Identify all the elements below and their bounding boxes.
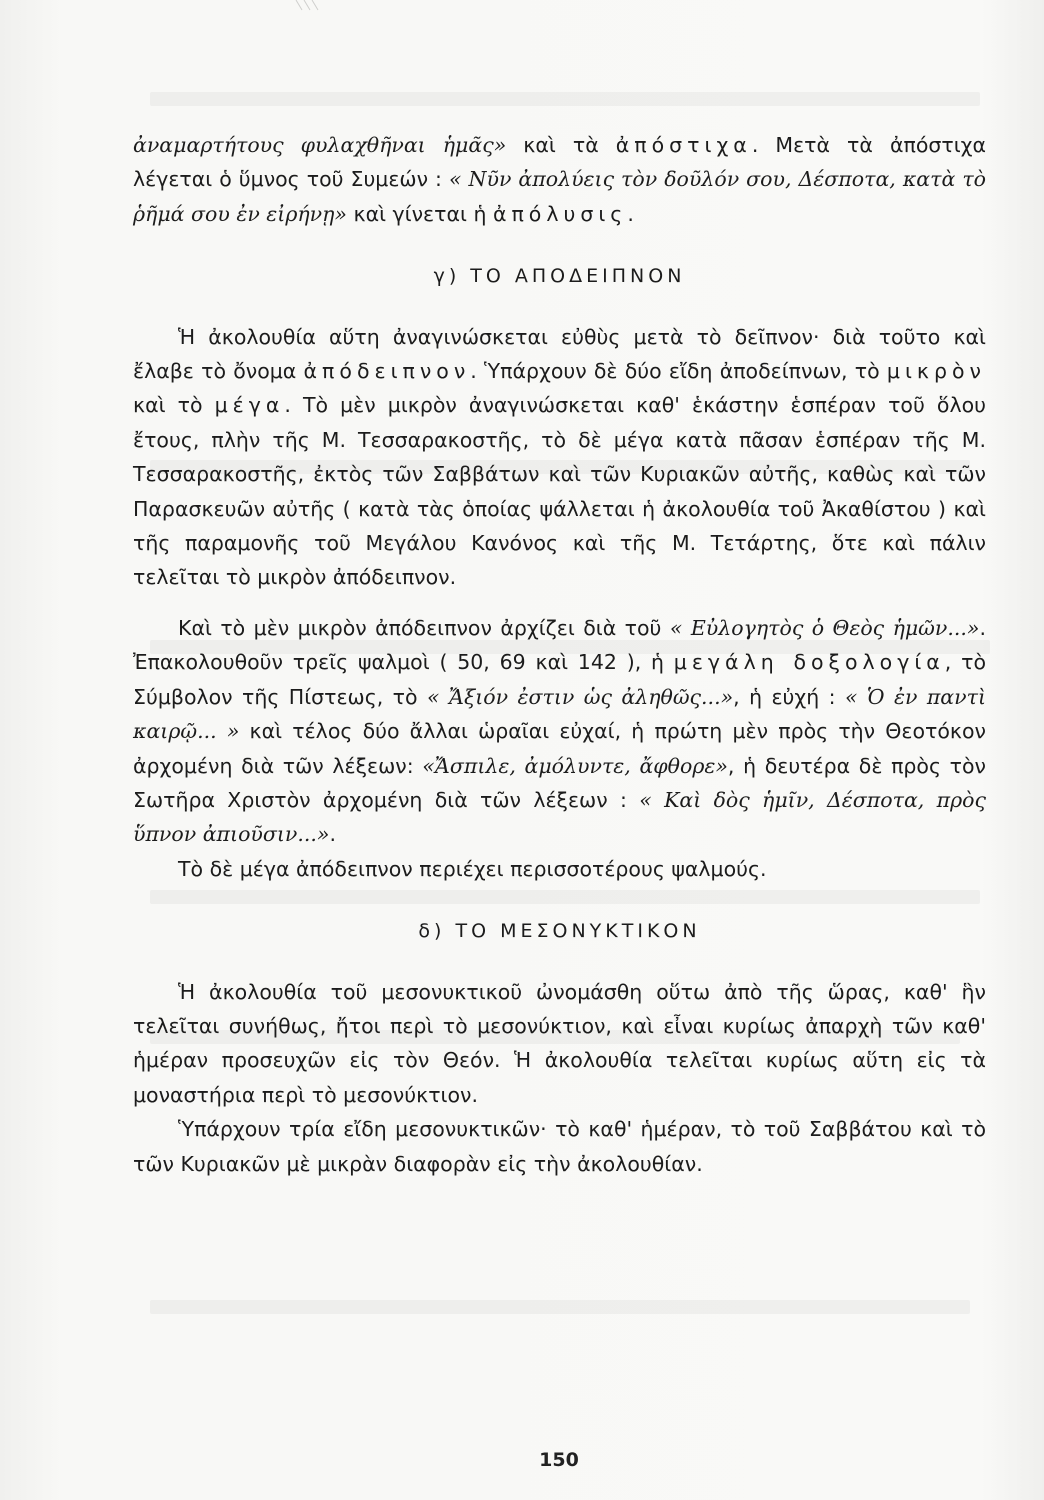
- text-run: , ἡ εὐχή :: [733, 684, 845, 709]
- text-run: .: [329, 822, 336, 847]
- scan-mark: [292, 0, 332, 12]
- paragraph-5: Ἡ ἀκολουθία τοῦ μεσονυκτικοῦ ὠνομάσθη οὕτω ἀπὸ τῆς ὥρας, καθ' ἣν τελεῖται συνήθως, ἤτοι περὶ τὸ μεσονύκτιον, καὶ εἶναι κυρίως ἀπαρχὴ τῶν καθ' ἡμέραν προσευχῶν εἰς τὸν Θεόν. Ἡ ἀκολουθία τελεῖται κυρίως αὕτη εἰς τὰ μοναστήρια περὶ τὸ μεσονύκτιον.: [133, 979, 986, 1107]
- emphasized-term: μέγα: [214, 393, 285, 418]
- text-run: . Ὑπάρχουν δὲ δύο εἴδη ἀποδείπνων, τὸ: [470, 359, 887, 384]
- text-run: . Μετὰ τὰ ἀπόστιχα λέγεται ὁ ὕμνος τοῦ Συμεών :: [133, 133, 986, 192]
- paragraph-2: [133, 320, 986, 595]
- emphasized-term: ἀπόδειπνον: [303, 359, 471, 384]
- quoted-text: « Ὁ ἐν παντὶ καιρῷ... »: [133, 684, 986, 744]
- quoted-text: « Νῦν ἀπολύεις τὸν δοῦλόν σου, Δέσποτα, κατὰ τὸ ῥῆμά σου ἐν εἰρήνῃ»: [133, 167, 986, 226]
- text-run: , ἡ δευτέρα δὲ πρὸς τὸν Σωτῆρα Χριστὸν ἀρχομένη διὰ τῶν λέξεων :: [133, 753, 986, 812]
- text-run: . Τὸ μὲν μικρὸν ἀναγινώσκεται καθ' ἑκάστην ἑσπέραν τοῦ ὅλου ἔτους, πλὴν τῆς Μ. Τεσσαρακοστῆς, τὸ δὲ μέγα κατὰ πᾶσαν ἑσπέραν τῆς Μ. Τεσσαρακοστῆς, ἐκτὸς τῶν Σαββάτων καὶ τῶν Κυριακῶν αὐτῆς, καθὼς καὶ τῶν Παρασκευῶν αὐτῆς ( κατὰ τὰς ὁποίας ψάλλεται ἡ ἀκολουθία τοῦ Ἀκαθίστου ) καὶ τῆς παραμονῆς τοῦ Μεγάλου Κανόνος καὶ τῆς Μ. Τετάρτης, ὅτε καὶ πάλιν τελεῖται τὸ μικρὸν ἀπόδειπνον.: [133, 393, 986, 590]
- text-run: . Ἐπακολουθοῦν τρεῖς ψαλμοὶ ( 50, 69 καὶ 142 ), ἡ: [133, 615, 986, 675]
- text-run: , τὸ Σύμβολον τῆς Πίστεως, τὸ: [133, 650, 986, 709]
- text-run: καὶ τέλος δύο ἄλλαι ὡραῖαι εὐχαί, ἡ πρώτη μὲν πρὸς τὴν Θεοτόκον ἀρχομένη διὰ τῶν λέξεων:: [133, 719, 987, 778]
- quoted-text: « Εὐλογητὸς ὁ Θεὸς ἡμῶν...»: [669, 615, 980, 640]
- paragraph-1: [133, 128, 986, 231]
- section-heading-apodeipnon: γ) ΤΟ ΑΠΟΔΕΙΠΝΟΝ: [433, 265, 686, 288]
- page-number: 150: [539, 1449, 579, 1471]
- paragraph-6: Ὑπάρχουν τρία εἴδη μεσονυκτικῶν· τὸ καθ' ἡμέραν, τὸ τοῦ Σαββάτου καὶ τὸ τῶν Κυριακῶν μὲ μικρὰν διαφορὰν εἰς τὴν ἀκολουθίαν.: [133, 1117, 986, 1176]
- emphasized-term: ἀπόλυσις: [492, 201, 628, 226]
- text-run: καὶ τὰ: [506, 133, 616, 157]
- emphasized-term: ἀπόστιχα: [615, 133, 752, 157]
- paragraph-4: Τὸ δὲ μέγα ἀπόδειπνον περιέχει περισσοτέρους ψαλμούς.: [178, 856, 767, 881]
- section-heading-mesonyktikon: δ) ΤΟ ΜΕΣΟΝΥΚΤΙΚΟΝ: [418, 920, 701, 943]
- emphasized-term: μεγάλη δοξολογία: [673, 650, 945, 675]
- text-run: καὶ γίνεται ἡ: [346, 201, 493, 226]
- quoted-text: « Ἄξιόν ἐστιν ὡς ἀληθῶς...»: [426, 684, 734, 709]
- text-run: Καὶ τὸ μὲν μικρὸν ἀπόδειπνον ἀρχίζει διὰ τοῦ: [178, 615, 670, 640]
- quoted-text: « Καὶ δὸς ἡμῖν, Δέσποτα, πρὸς ὕπνον ἀπιοῦσιν...»: [133, 787, 986, 847]
- text-run: Ἡ ἀκολουθία αὕτη ἀναγινώσκεται εὐθὺς μετὰ τὸ δεῖπνον· διὰ τοῦτο καὶ ἔλαβε τὸ ὄνομα: [133, 324, 986, 384]
- text-run: .: [627, 201, 634, 226]
- text-run: καὶ τὸ: [133, 393, 215, 418]
- quoted-text: ἀναμαρτήτους φυλαχθῆναι ἡμᾶς»: [133, 133, 507, 157]
- emphasized-term: μικρὸν: [886, 359, 986, 384]
- paragraph-3: [133, 611, 986, 852]
- quoted-text: «Ἄσπιλε, ἀμόλυντε, ἄφθορε»: [422, 753, 728, 778]
- body-text: [133, 128, 986, 1181]
